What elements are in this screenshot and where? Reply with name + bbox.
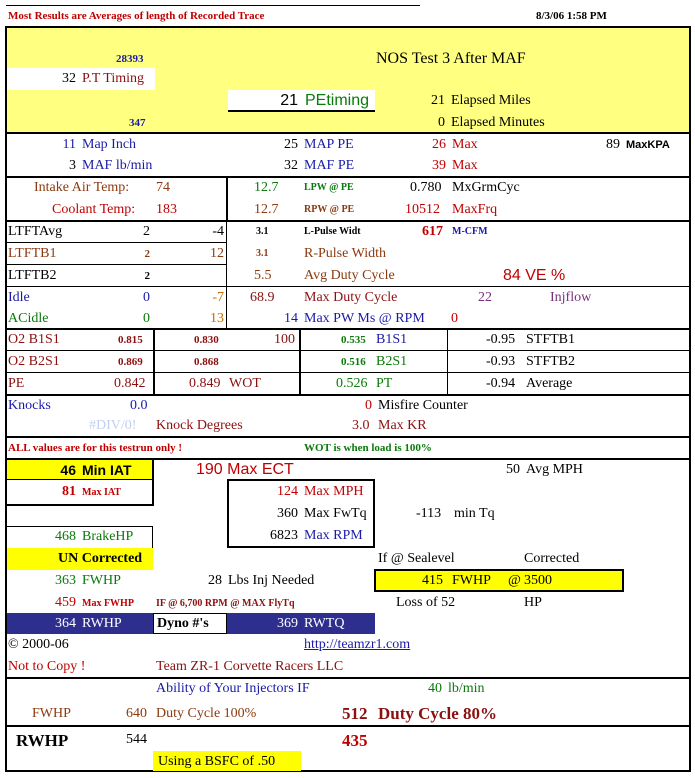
- rpulse-label: R-Pulse Width: [304, 246, 387, 261]
- max-iat-value: 81: [62, 484, 76, 499]
- maxkr-label: Max KR: [378, 418, 427, 433]
- wot-note: WOT is when load is 100%: [304, 442, 432, 454]
- corrected-at: @: [508, 573, 521, 588]
- knock-degrees-label: Knock Degrees: [156, 418, 243, 433]
- o2-pe-value: 0.842: [114, 376, 146, 391]
- avgduty-label: Avg Duty Cycle: [304, 268, 395, 283]
- not-to-copy: Not to Copy !: [8, 659, 86, 674]
- max-rpm-label: Max RPM: [304, 528, 363, 543]
- all-values-note: ALL values are for this testrun only !: [8, 442, 183, 454]
- maf-max-value: 39: [432, 158, 446, 173]
- lbmin-value: 40: [428, 681, 442, 696]
- ltftb1-b: 12: [210, 246, 224, 261]
- max-mph-value: 124: [277, 484, 298, 499]
- o2-pe-label: PE: [8, 376, 25, 391]
- acidle-a: 0: [143, 311, 150, 326]
- min-tq-label: min Tq: [454, 506, 495, 521]
- pt-timing-value: 32: [62, 71, 76, 86]
- inj-needed-value: 28: [208, 573, 222, 588]
- elapsed-minutes-value: 0: [438, 115, 445, 130]
- header-note: Most Results are Averages of length of Recorded Trace: [8, 10, 265, 22]
- loss-label: Loss of 52: [396, 595, 456, 610]
- test-title: NOS Test 3 After MAF: [376, 50, 526, 67]
- maxpw-rpm: 0: [451, 311, 458, 326]
- o2-wot-label: WOT: [229, 376, 261, 391]
- ve-label: VE %: [525, 267, 566, 284]
- fwhp-value: 363: [55, 573, 76, 588]
- corrected-fwhp-label: FWHP: [452, 573, 491, 588]
- avg-mph-label: Avg MPH: [526, 462, 583, 477]
- lpw-value: 12.7: [254, 180, 279, 195]
- avgduty-value: 5.5: [254, 268, 272, 283]
- rwhp-80-value: 435: [342, 731, 368, 750]
- elapsed-minutes-label: Elapsed Minutes: [451, 115, 545, 130]
- test-id-2: 347: [129, 117, 146, 129]
- o2-wot-value: 0.849: [189, 376, 221, 391]
- o2-b2s1-a: 0.869: [118, 356, 143, 368]
- max-rpm-value: 6823: [270, 528, 298, 543]
- ve-value: 84: [503, 267, 521, 284]
- max-fwhp-value: 459: [55, 595, 76, 610]
- ect-value: 183: [156, 202, 177, 217]
- corrected-label: Corrected: [524, 551, 580, 566]
- stftb2-label: STFTB2: [526, 354, 576, 369]
- elapsed-miles-value: 21: [431, 93, 445, 108]
- misfire-value: 0: [365, 398, 372, 413]
- duty100-label: Duty Cycle 100%: [156, 706, 257, 721]
- o2-b2s1-dlabel: B2S1: [376, 354, 408, 369]
- ltftavg-b: -4: [212, 224, 224, 239]
- lpulse-label: L-Pulse Widt: [304, 226, 361, 237]
- max-ect-value: 190: [196, 461, 223, 478]
- corrected-fwhp-value: 415: [422, 573, 443, 588]
- map-max-value: 26: [432, 137, 446, 152]
- o2-pt-value: 0.526: [336, 376, 368, 391]
- stftb2-value: -0.93: [486, 354, 516, 369]
- mcfm-label: M-CFM: [452, 226, 488, 237]
- maf-pe-value: 32: [284, 158, 298, 173]
- maxkpa-label: MaxKPA: [626, 139, 670, 151]
- lpulse-value: 3.1: [256, 226, 269, 237]
- mxgrm-label: MxGrmCyc: [452, 180, 520, 195]
- maf-value: 3: [69, 158, 76, 173]
- knock-div-error: #DIV/0!: [89, 418, 137, 433]
- rwtq-label: RWTQ: [304, 616, 345, 631]
- stftb1-label: STFTB1: [526, 332, 576, 347]
- min-tq-value: -113: [416, 506, 442, 521]
- rwhp-100-value: 544: [126, 732, 147, 747]
- rpw-value: 12.7: [254, 202, 279, 217]
- o2-b1s1-a: 0.815: [118, 334, 143, 346]
- ltftavg-label: LTFTAvg: [8, 224, 63, 239]
- avg-mph-value: 50: [506, 462, 520, 477]
- max-fwtq-label: Max FwTq: [304, 506, 367, 521]
- average-label: Average: [526, 376, 573, 391]
- map-pe-label: MAP PE: [304, 137, 354, 152]
- map-pe-value: 25: [284, 137, 298, 152]
- o2-b1s1-d: 0.535: [341, 334, 366, 346]
- knocks-value: 0.0: [130, 398, 148, 413]
- corrected-fwhp-box: [374, 569, 624, 592]
- lbmin-label: lb/min: [448, 681, 485, 696]
- stftb1-value: -0.95: [486, 332, 516, 347]
- ltftb2-a: 2: [144, 270, 150, 282]
- maf-pe-label: MAF PE: [304, 158, 355, 173]
- maxfrq-label: MaxFrq: [452, 202, 498, 217]
- elapsed-miles-label: Elapsed Miles: [451, 93, 531, 108]
- maf-max-label: Max: [452, 158, 478, 173]
- ltftb1-label: LTFTB1: [8, 246, 57, 261]
- maxpw-label: Max PW Ms @ RPM: [304, 311, 425, 326]
- idle-b: -7: [212, 290, 224, 305]
- rpulse-value: 3.1: [256, 248, 269, 259]
- o2-b1s1-c: 100: [274, 332, 295, 347]
- o2-b2s1-b: 0.868: [194, 356, 219, 368]
- max-fwtq-value: 360: [277, 506, 298, 521]
- pe-timing-label: PEtiming: [305, 92, 370, 109]
- o2-b2s1-d: 0.516: [341, 356, 366, 368]
- rwhp-label: RWHP: [82, 616, 122, 631]
- copyright: © 2000-06: [8, 637, 69, 652]
- footer-fwhp-label: FWHP: [32, 706, 71, 721]
- idle-a: 0: [143, 290, 150, 305]
- mxgrm-value: 0.780: [410, 180, 442, 195]
- injflow-label: Injflow: [550, 290, 592, 305]
- map-inch-value: 11: [62, 137, 76, 152]
- rpw-label: RPW @ PE: [304, 204, 355, 215]
- pe-timing-value: 21: [280, 92, 298, 109]
- acidle-label: ACidle: [8, 311, 49, 326]
- injflow-value: 22: [478, 290, 492, 305]
- rwtq-value: 369: [277, 616, 298, 631]
- pt-timing-label: P.T Timing: [82, 71, 145, 86]
- duty80-value: 512: [342, 704, 368, 723]
- duty80-label: Duty Cycle 80%: [378, 704, 497, 723]
- maxpw-value: 14: [284, 311, 298, 326]
- maxkpa-value: 89: [606, 137, 620, 152]
- maxduty-label: Max Duty Cycle: [304, 290, 398, 305]
- team-name: Team ZR-1 Corvette Racers LLC: [156, 659, 344, 674]
- mcfm-value: 617: [422, 224, 443, 239]
- ect-label: Coolant Temp:: [52, 202, 136, 217]
- brakehp-value: 468: [55, 529, 76, 544]
- maxkr-value: 3.0: [352, 418, 370, 433]
- maf-label: MAF lb/min: [82, 158, 153, 173]
- map-max-label: Max: [452, 137, 478, 152]
- duty100-value: 640: [126, 706, 147, 721]
- lpw-label: LPW @ PE: [304, 182, 354, 193]
- o2-pt-label: PT: [376, 376, 393, 391]
- hp-label: HP: [524, 595, 542, 610]
- max-ect-label: Max ECT: [227, 461, 294, 478]
- knocks-label: Knocks: [8, 398, 51, 413]
- max-mph-label: Max MPH: [304, 484, 364, 499]
- test-id: 28393: [116, 53, 144, 65]
- map-inch-label: Map Inch: [82, 137, 137, 152]
- ability-label: Ability of Your Injectors IF: [156, 681, 310, 696]
- brakehp-label: BrakeHP: [82, 529, 134, 544]
- fwhp-label: FWHP: [82, 573, 121, 588]
- ltftb1-a: 2: [144, 248, 150, 260]
- dyno-label: Dyno #'s: [157, 616, 209, 631]
- o2-b2s1-label: O2 B2S1: [8, 354, 60, 369]
- footer-rwhp-label: RWHP: [16, 731, 69, 750]
- rwhp-value: 364: [55, 616, 76, 631]
- acidle-b: 13: [210, 311, 224, 326]
- header-datetime: 8/3/06 1:58 PM: [536, 10, 607, 22]
- iat-label: Intake Air Temp:: [34, 180, 130, 195]
- o2-b1s1-dlabel: B1S1: [376, 332, 408, 347]
- min-iat-value: 46: [60, 462, 76, 478]
- o2-b1s1-label: O2 B1S1: [8, 332, 60, 347]
- o2-b1s1-b: 0.830: [194, 334, 219, 346]
- team-url-link[interactable]: http://teamzr1.com: [304, 637, 411, 652]
- corrected-rpm: 3500: [524, 573, 552, 588]
- uncorrected-label: UN Corrected: [58, 551, 143, 566]
- bsfc-note: Using a BSFC of .50: [158, 754, 276, 769]
- min-iat-label: Min IAT: [82, 462, 132, 478]
- max-fwhp-label: Max FWHP: [82, 598, 134, 609]
- inj-needed-label: Lbs Inj Needed: [228, 573, 315, 588]
- iat-value: 74: [156, 180, 170, 195]
- sealevel-label: If @ Sealevel: [378, 551, 455, 566]
- average-value: -0.94: [486, 376, 516, 391]
- ltftb2-label: LTFTB2: [8, 268, 57, 283]
- idle-label: Idle: [8, 290, 30, 305]
- ltftavg-a: 2: [143, 224, 150, 239]
- flytq-note: IF @ 6,700 RPM @ MAX FlyTq: [156, 598, 295, 609]
- max-iat-label: Max IAT: [82, 487, 121, 498]
- maxfrq-value: 10512: [405, 202, 440, 217]
- misfire-label: Misfire Counter: [378, 398, 468, 413]
- maxduty-value: 68.9: [250, 290, 275, 305]
